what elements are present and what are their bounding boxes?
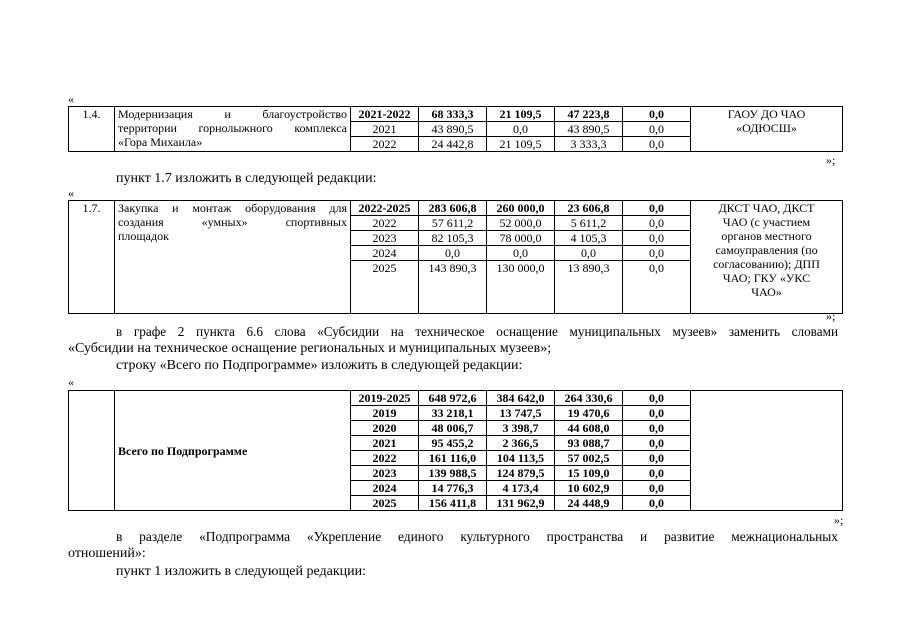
paragraph: пункт 1 изложить в следующей редакции:: [116, 564, 366, 579]
close-quote: »;: [834, 513, 844, 527]
table-row: 2021 43 890,5 0,0 43 890,5 0,0: [69, 122, 843, 137]
table-row: 1.4. Модернизация и благоустройство территории горнолыжного комплекса «Гора Михаила» 2021-2022 68 333,3 21 109,5 47 223,8 0,0 ГАОУ ДО ЧАО «ОДЮСШ»: [69, 107, 843, 122]
paragraph: пункт 1.7 изложить в следующей редакции:: [116, 171, 377, 186]
item-name: Модернизация и благоустройство территории горнолыжного комплекса «Гора Михаила»: [115, 107, 351, 152]
item-name: Закупка и монтаж оборудования для создания «умных» спортивных площадок: [115, 201, 351, 314]
paragraph: отношений»:: [68, 546, 146, 561]
table-row: 2021 95 455,2 2 366,5 93 088,7 0,0: [69, 436, 843, 451]
item-number: 1.7.: [69, 201, 115, 314]
table-subprogram-total: [68, 390, 843, 511]
table-row: 2023 139 988,5 124 879,5 15 109,0 0,0: [69, 466, 843, 481]
table-row: Всего по Подпрограмме 2019-2025 648 972,6 384 642,0 264 330,6 0,0: [69, 391, 843, 406]
paragraph: строку «Всего по Подпрограмме» изложить в следующей редакции:: [116, 358, 523, 373]
table-row: 2022 24 442,8 21 109,5 3 333,3 0,0: [69, 137, 843, 152]
table-row: 2019 33 218,1 13 747,5 19 470,6 0,0: [69, 406, 843, 421]
executor: ГАОУ ДО ЧАО «ОДЮСШ»: [691, 107, 843, 152]
executor: ДКСТ ЧАО, ДКСТ ЧАО (с участием органов местного самоуправления (по согласованию); ДПП ЧАО; ГКУ «УКС ЧАО»: [691, 201, 843, 314]
table-item-1-7: [68, 200, 843, 314]
subprogram-total-label: Всего по Подпрограмме: [115, 391, 351, 511]
table-row: 2023 82 105,3 78 000,0 4 105,3 0,0: [69, 231, 843, 246]
table-row: 2025 143 890,3 130 000,0 13 890,3 0,0: [69, 261, 843, 314]
table-row: 2024 14 776,3 4 173,4 10 602,9 0,0: [69, 481, 843, 496]
open-quote: «: [68, 186, 74, 200]
paragraph: «Субсидии на техническое оснащение региональных и муниципальных музеев»;: [68, 341, 552, 356]
item-number: 1.4.: [69, 107, 115, 152]
table-row: 2020 48 006,7 3 398,7 44 608,0 0,0: [69, 421, 843, 436]
open-quote: «: [68, 375, 74, 389]
paragraph: в графе 2 пункта 6.6 слова «Субсидии на техническое оснащение муниципальных музеев» заменить словами: [116, 324, 838, 339]
table-row: 2022 57 611,2 52 000,0 5 611,2 0,0: [69, 216, 843, 231]
table-row: 2025 156 411,8 131 962,9 24 448,9 0,0: [69, 496, 843, 511]
close-quote: »;: [826, 153, 836, 167]
table-item-1-4: [68, 106, 843, 152]
table-row: 1.7. Закупка и монтаж оборудования для создания «умных» спортивных площадок 2022-2025 283 606,8 260 000,0 23 606,8 0,0 ДКСТ ЧАО, ДКСТ ЧАО (с участием органов местного самоуправления (по согласованию); ДПП ЧАО; ГКУ «УКС ЧАО»: [69, 201, 843, 216]
paragraph: в разделе «Подпрограмма «Укрепление единого культурного пространства и развитие межнациональных: [116, 529, 838, 544]
table-row: 2022 161 116,0 104 113,5 57 002,5 0,0: [69, 451, 843, 466]
table-row: 2024 0,0 0,0 0,0 0,0: [69, 246, 843, 261]
open-quote: «: [68, 92, 74, 106]
close-quote: »;: [826, 309, 836, 323]
